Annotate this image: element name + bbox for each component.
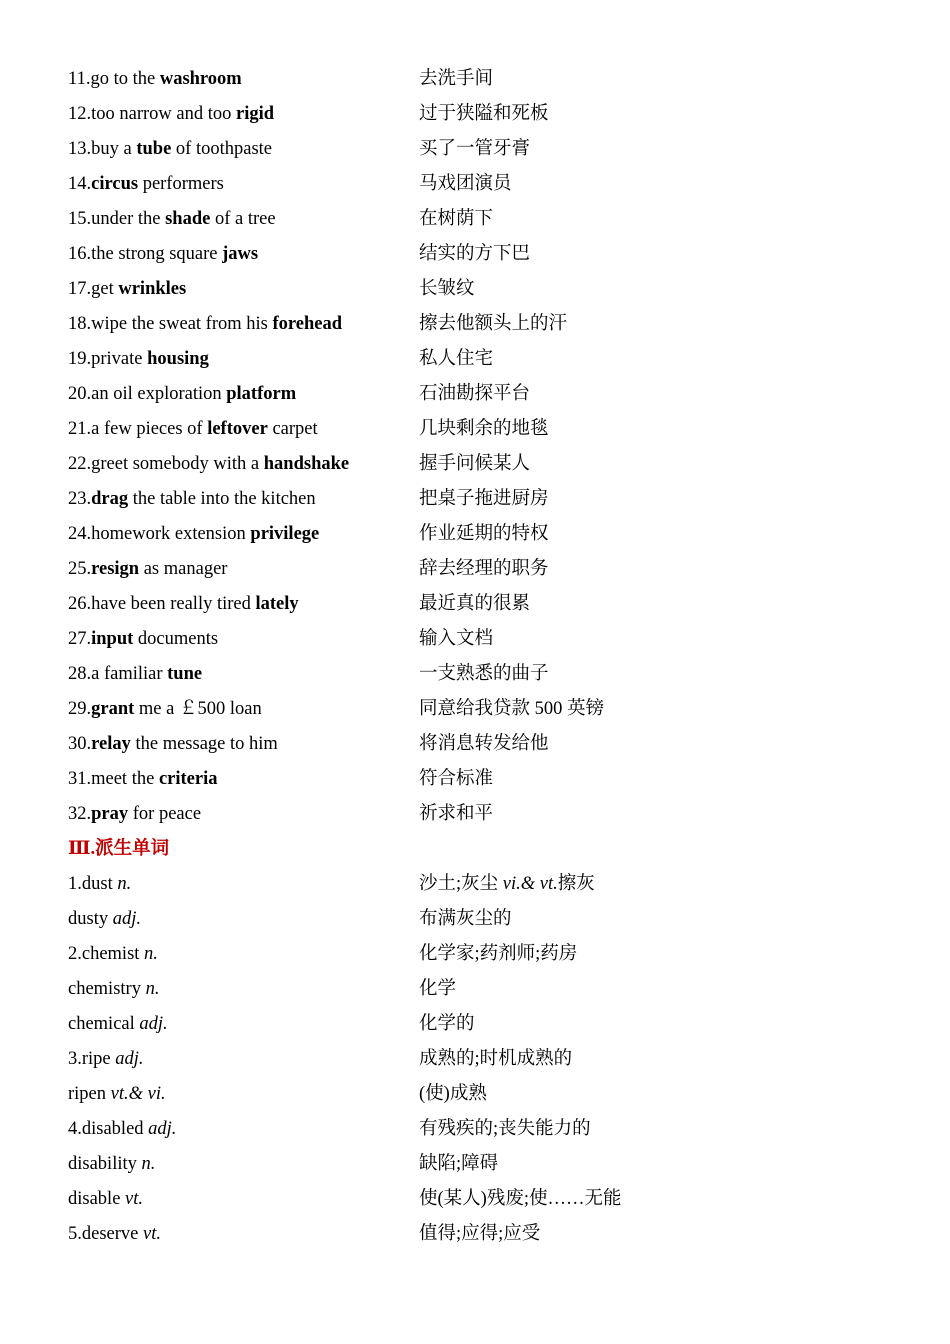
phrase-row [0,342,950,377]
word-english: ripen vt.& vi. [68,1084,166,1104]
phrase-row [0,307,950,342]
word-english: disable vt. [68,1189,144,1209]
phrase-row [0,797,950,832]
phrase-english: 24.homework extension privilege [68,524,320,544]
phrase-chinese: 输入文档 [419,629,494,649]
word-chinese: 有残疾的;丧失能力的 [419,1119,591,1139]
word-english: 1.dust n. [68,874,132,894]
phrase-english: 22.greet somebody with a handshake [68,454,350,474]
word-english: 5.deserve vt. [68,1224,161,1244]
word-chinese: (使)成熟 [419,1084,487,1104]
section-heading-row [0,832,950,867]
phrase-english: 23.drag the table into the kitchen [68,489,316,509]
phrase-english: 21.a few pieces of leftover carpet [68,419,318,439]
phrase-row [0,517,950,552]
phrase-english: 12.too narrow and too rigid [68,104,275,124]
word-english: disability n. [68,1154,156,1174]
word-english: 2.chemist n. [68,944,158,964]
phrase-english: 19.private housing [68,349,209,369]
section-heading: Ⅲ.派生单词 [68,839,170,859]
word-chinese: 化学 [419,979,457,999]
phrase-chinese: 在树荫下 [419,209,494,229]
phrase-chinese: 握手问候某人 [419,454,531,474]
phrase-row [0,62,950,97]
phrase-chinese: 石油勘探平台 [419,384,531,404]
word-chinese: 化学家;药剂师;药房 [419,944,578,964]
phrase-chinese: 过于狭隘和死板 [419,104,549,124]
phrase-row [0,237,950,272]
phrase-english: 27.input documents [68,629,219,649]
word-english: chemical adj. [68,1014,168,1034]
word-english: dusty adj. [68,909,141,929]
phrase-row [0,552,950,587]
phrase-chinese: 同意给我贷款 500 英镑 [419,699,605,719]
word-english: 3.ripe adj. [68,1049,144,1069]
phrase-english: 31.meet the criteria [68,769,218,789]
word-english: 4.disabled adj. [68,1119,177,1139]
phrase-english: 25.resign as manager [68,559,228,579]
word-row [0,902,950,937]
phrase-row [0,587,950,622]
derived-word-list [0,867,950,1252]
phrase-row [0,762,950,797]
phrase-row [0,97,950,132]
document-page [0,62,950,1252]
phrase-english: 17.get wrinkles [68,279,187,299]
phrase-chinese: 私人住宅 [419,349,494,369]
word-row [0,1182,950,1217]
phrase-chinese: 将消息转发给他 [419,734,549,754]
phrase-chinese: 作业延期的特权 [419,524,549,544]
phrase-chinese: 辞去经理的职务 [419,559,549,579]
word-row [0,1217,950,1252]
word-row [0,972,950,1007]
phrase-row [0,167,950,202]
word-chinese: 布满灰尘的 [419,909,512,929]
phrase-english: 16.the strong square jaws [68,244,259,264]
word-chinese: 使(某人)残废;使……无能 [419,1189,622,1209]
word-row [0,1042,950,1077]
word-row [0,1077,950,1112]
phrase-list [0,62,950,832]
phrase-english: 32.pray for peace [68,804,202,824]
phrase-chinese: 最近真的很累 [419,594,531,614]
phrase-row [0,622,950,657]
phrase-chinese: 马戏团演员 [419,174,512,194]
word-chinese: 值得;应得;应受 [419,1224,541,1244]
phrase-row [0,447,950,482]
phrase-row [0,377,950,412]
phrase-row [0,272,950,307]
word-chinese: 成熟的;时机成熟的 [419,1049,573,1069]
word-row [0,1112,950,1147]
phrase-english: 18.wipe the sweat from his forehead [68,314,343,334]
phrase-english: 28.a familiar tune [68,664,203,684]
phrase-english: 13.buy a tube of toothpaste [68,139,272,159]
phrase-english: 11.go to the washroom [68,69,242,89]
word-chinese: 沙土;灰尘 vi.& vt.擦灰 [419,874,595,894]
phrase-chinese: 结实的方下巴 [419,244,531,264]
phrase-row [0,132,950,167]
phrase-row [0,412,950,447]
word-row [0,937,950,972]
word-chinese: 缺陷;障碍 [419,1154,499,1174]
phrase-english: 15.under the shade of a tree [68,209,276,229]
word-row [0,1147,950,1182]
phrase-row [0,657,950,692]
phrase-chinese: 几块剩余的地毯 [419,419,549,439]
phrase-chinese: 长皱纹 [419,279,475,299]
word-row [0,1007,950,1042]
word-row [0,867,950,902]
phrase-chinese: 买了一管牙膏 [419,139,531,159]
phrase-row [0,482,950,517]
phrase-chinese: 去洗手间 [419,69,494,89]
phrase-english: 26.have been really tired lately [68,594,299,614]
phrase-row [0,727,950,762]
phrase-row [0,202,950,237]
phrase-row [0,692,950,727]
phrase-english: 14.circus performers [68,174,224,194]
word-english: chemistry n. [68,979,160,999]
phrase-chinese: 擦去他额头上的汗 [419,314,568,334]
phrase-chinese: 一支熟悉的曲子 [419,664,549,684]
phrase-chinese: 把桌子拖进厨房 [419,489,549,509]
phrase-english: 20.an oil exploration platform [68,384,297,404]
phrase-chinese: 符合标准 [419,769,494,789]
word-chinese: 化学的 [419,1014,475,1034]
phrase-chinese: 祈求和平 [419,804,494,824]
phrase-english: 29.grant me a ￡500 loan [68,699,262,719]
phrase-english: 30.relay the message to him [68,734,278,754]
